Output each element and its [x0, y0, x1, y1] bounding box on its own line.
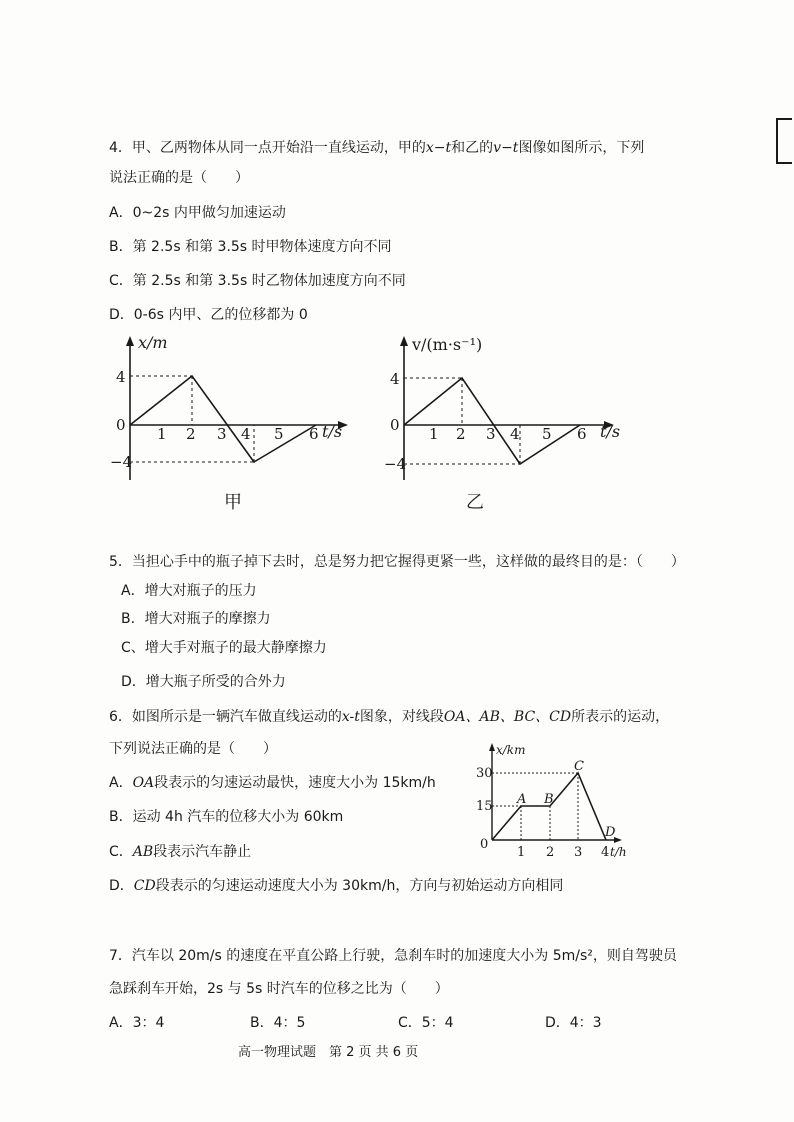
q7-option-a: A．3：4 — [109, 1015, 165, 1031]
graph-jia-tick: 4 — [241, 425, 251, 443]
q5-stem: 5．当担心手中的瓶子掉下去时，总是努力把它握得更紧一些，这样做的最终目的是：（ ） — [109, 554, 685, 570]
graph-jia-y-neg: −4 — [110, 453, 133, 471]
q5-option-a: A．增大对瓶子的压力 — [121, 583, 257, 599]
graph-yi-tick: 6 — [577, 425, 587, 443]
graph-q6-xtick: 3 — [574, 845, 583, 860]
binding-bracket — [776, 118, 792, 164]
graph-q6-point-label: C — [574, 759, 584, 774]
graph-yi — [378, 330, 638, 490]
graph-jia-line — [130, 376, 316, 462]
q4-option-a: A．0~2s 内甲做匀加速运动 — [109, 205, 286, 221]
q6-option-a: A．OA段表示的匀速运动最快，速度大小为 15km/h — [109, 775, 436, 791]
graph-jia-ylabel: x/m — [138, 333, 168, 352]
q6-option-c: C．AB段表示汽车静止 — [109, 844, 252, 860]
graph-yi-tick: 5 — [542, 425, 552, 443]
graph-q6-xlabel: t/h — [610, 845, 627, 859]
graph-yi-tick: 4 — [510, 425, 520, 443]
q4-option-c: C．第 2.5s 和第 3.5s 时乙物体加速度方向不同 — [109, 273, 406, 289]
graph-q6-origin: 0 — [480, 837, 489, 852]
q7-stem-line1: 7．汽车以 20m/s 的速度在平直公路上行驶，急刹车时的加速度大小为 5m/s²，则自驾驶员 — [109, 948, 677, 964]
q7-option-d: D．4：3 — [545, 1015, 602, 1031]
graph-yi-y-neg: −4 — [384, 455, 407, 473]
q7-option-c: C．5：4 — [398, 1015, 454, 1031]
graph-yi-origin: 0 — [390, 416, 400, 434]
graph-jia-tick: 3 — [217, 425, 227, 443]
q7-option-b: B．4：5 — [250, 1015, 306, 1031]
q6-stem-line2: 下列说法正确的是（ ） — [109, 741, 277, 757]
graph-yi-xlabel: t/s — [600, 422, 621, 441]
q5-option-d: D．增大瓶子所受的合外力 — [121, 674, 286, 690]
graph-yi-line — [404, 378, 580, 464]
graph-jia-caption: 甲 — [224, 492, 242, 513]
graph-jia-y-pos: 4 — [116, 368, 126, 386]
graph-q6-xtick: 4 — [601, 845, 610, 860]
graph-q6-xtick: 1 — [517, 845, 526, 860]
q7-stem-line2: 急踩刹车开始，2s 与 5s 时汽车的位移之比为（ ） — [109, 981, 449, 997]
graph-yi-y-pos: 4 — [390, 370, 400, 388]
q5-option-c: C、增大手对瓶子的最大静摩擦力 — [121, 640, 327, 656]
graph-q6-xtick: 2 — [546, 845, 555, 860]
graph-jia-origin: 0 — [116, 416, 126, 434]
graph-yi-tick: 2 — [456, 425, 466, 443]
graph-jia — [110, 330, 360, 490]
graph-q6-ytick: 15 — [476, 799, 493, 814]
graph-yi-tick: 1 — [429, 425, 439, 443]
graph-q6-ytick: 30 — [476, 766, 493, 781]
q5-option-b: B．增大对瓶子的摩擦力 — [121, 611, 271, 627]
q6-option-b: B．运动 4h 汽车的位移大小为 60km — [109, 809, 344, 825]
q6-stem-line1: 6．如图所示是一辆汽车做直线运动的x-t图象，对线段OA、AB、BC、CD所表示的运动， — [109, 709, 670, 725]
graph-jia-tick: 5 — [274, 425, 284, 443]
graph-q6 — [474, 740, 634, 865]
graph-jia-xlabel: t/s — [322, 422, 343, 441]
graph-yi-tick: 3 — [486, 425, 496, 443]
q4-option-d: D．0-6s 内甲、乙的位移都为 0 — [109, 307, 308, 323]
graph-jia-tick: 1 — [157, 425, 167, 443]
graph-yi-ylabel: v/(m·s⁻¹) — [412, 335, 483, 354]
graph-q6-point-label: A — [517, 792, 527, 807]
page-footer: 高一物理试题 第 2 页 共 6 页 — [238, 1045, 419, 1060]
graph-q6-point-label: D — [605, 825, 616, 840]
q4-stem-line1: 4．甲、乙两物体从同一点开始沿一直线运动，甲的x−t和乙的v−t图像如图所示，下列 — [109, 140, 645, 156]
graph-jia-tick: 2 — [186, 425, 196, 443]
graph-yi-caption: 乙 — [466, 492, 484, 513]
graph-q6-ylabel: x/km — [496, 743, 526, 757]
graph-q6-point-label: B — [544, 792, 554, 807]
q6-option-d: D．CD段表示的匀速运动速度大小为 30km/h，方向与初始运动方向相同 — [109, 878, 564, 894]
q4-option-b: B．第 2.5s 和第 3.5s 时甲物体速度方向不同 — [109, 239, 392, 255]
graph-jia-tick: 6 — [309, 425, 319, 443]
q4-stem-line2: 说法正确的是（ ） — [109, 170, 249, 186]
